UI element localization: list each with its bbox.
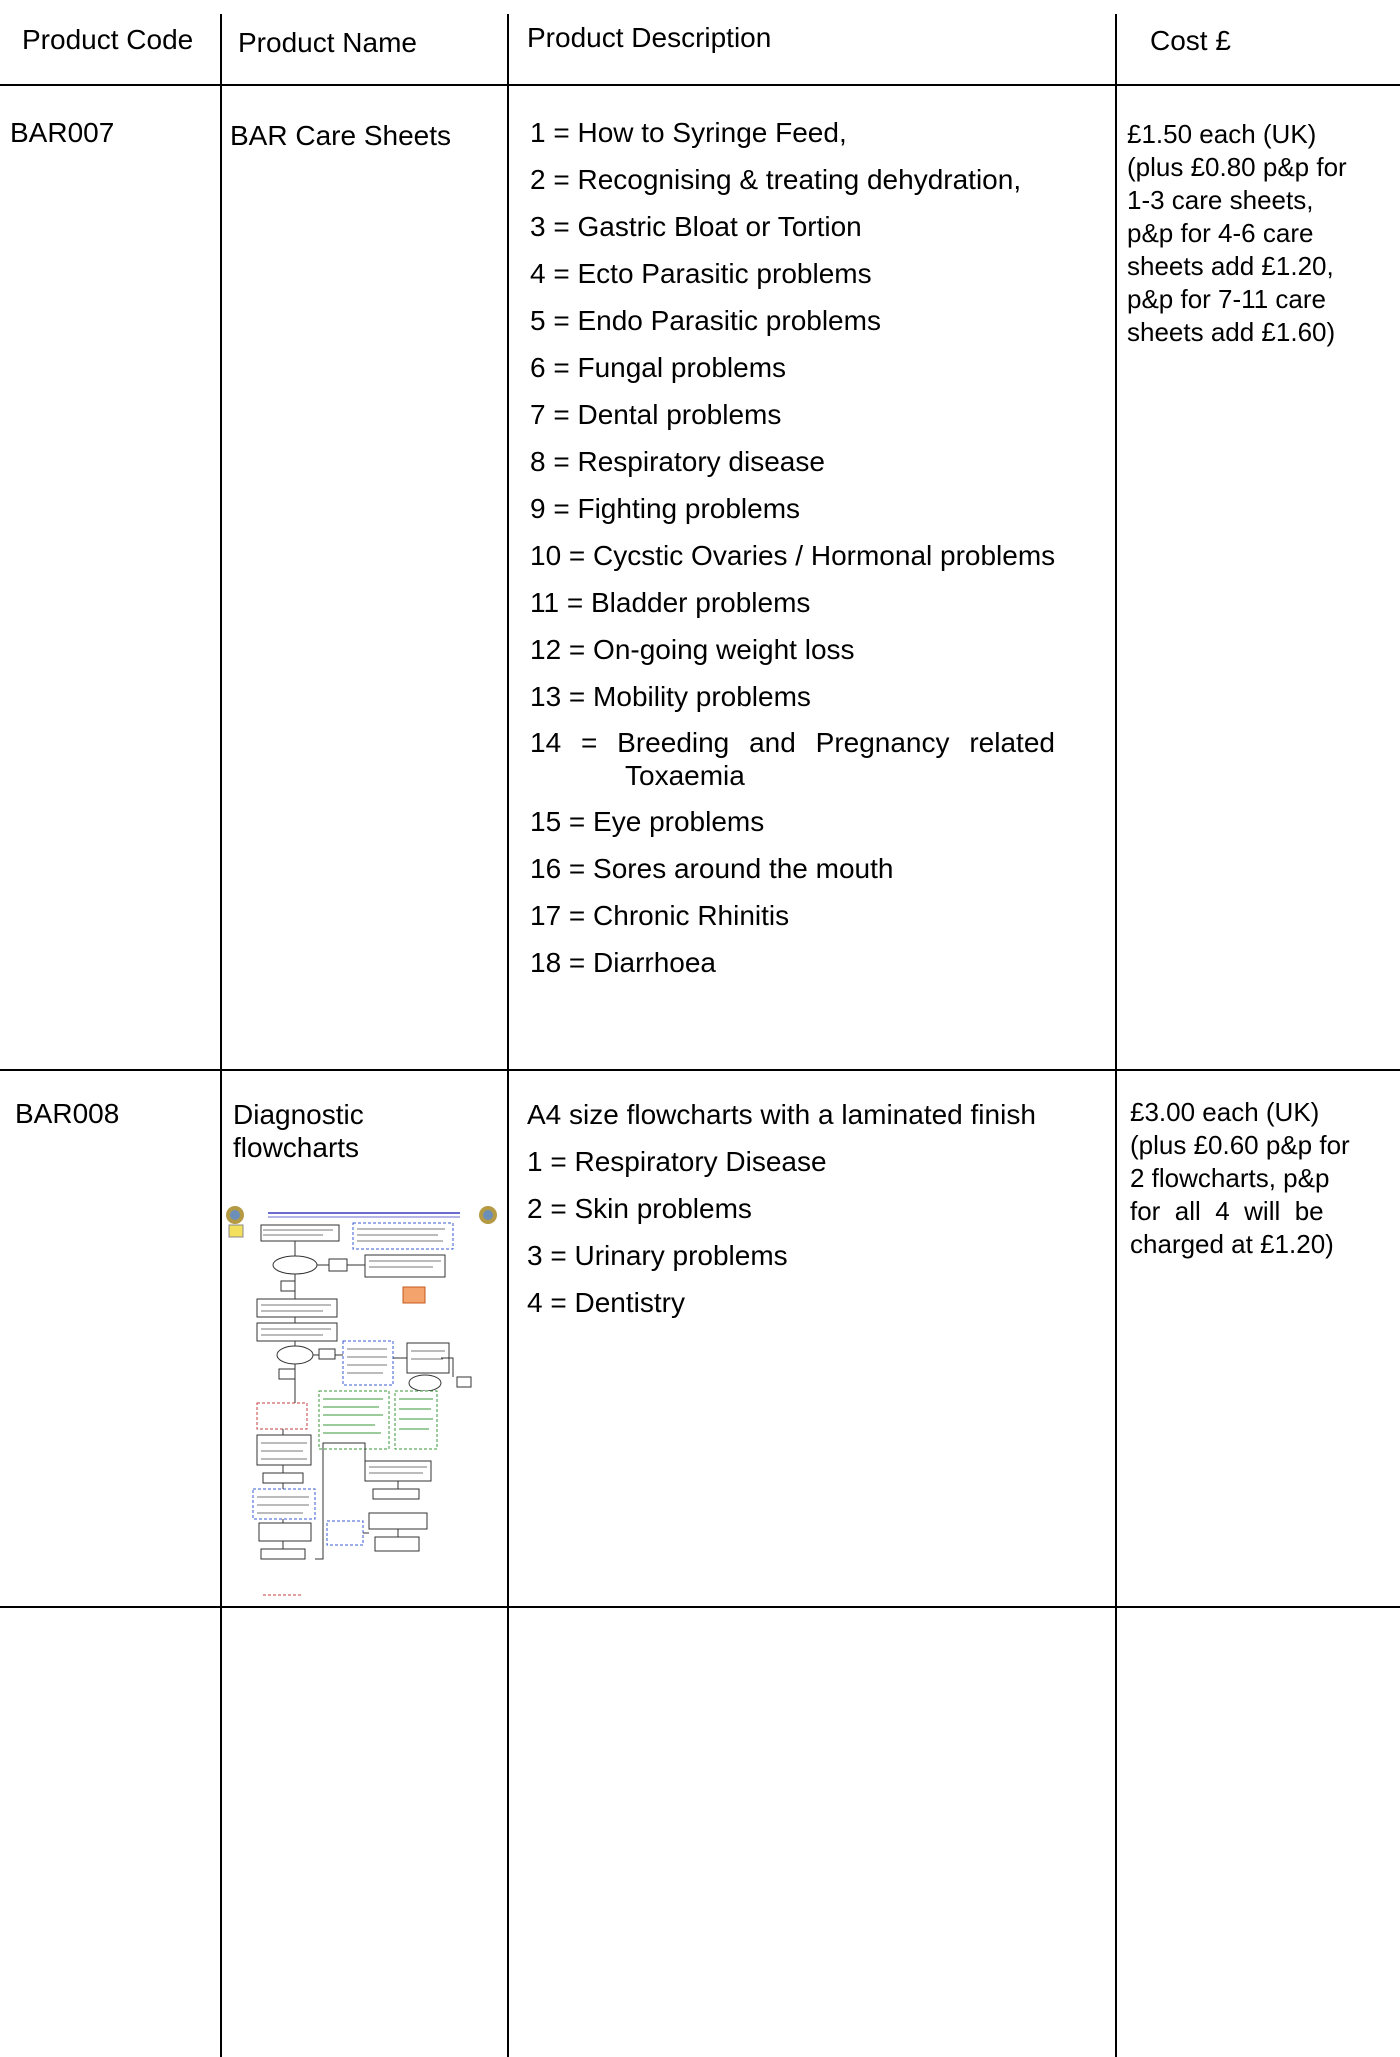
product-code: BAR008 <box>15 1098 120 1129</box>
column-divider-1 <box>220 14 222 2057</box>
care-sheet-item: 3 = Gastric Bloat or Tortion <box>530 211 862 242</box>
product-name: BAR Care Sheets <box>230 120 451 151</box>
care-sheet-item: 12 = On-going weight loss <box>530 634 855 665</box>
row-divider-2 <box>0 1606 1400 1608</box>
care-sheet-item: 18 = Diarrhoea <box>530 947 717 978</box>
care-sheet-item: 14 = Breeding and Pregnancy related Toxaemia <box>530 727 1055 791</box>
header-divider <box>0 84 1400 86</box>
product-code: BAR007 <box>10 117 115 148</box>
care-sheet-item: 4 = Ecto Parasitic problems <box>530 258 872 289</box>
care-sheet-item: 13 = Mobility problems <box>530 681 811 712</box>
care-sheet-item: 15 = Eye problems <box>530 806 765 837</box>
product-name: Diagnostic flowcharts <box>233 1099 364 1163</box>
care-sheet-item: 8 = Respiratory disease <box>530 446 825 477</box>
flowchart-item: 2 = Skin problems <box>527 1193 752 1224</box>
flowchart-intro: A4 size flowcharts with a laminated finish <box>527 1099 1036 1130</box>
flowchart-thumbnail <box>223 1203 505 1605</box>
care-sheet-item: 9 = Fighting problems <box>530 493 801 524</box>
care-sheet-item: 16 = Sores around the mouth <box>530 853 894 884</box>
care-sheet-item: 2 = Recognising & treating dehydration, <box>530 164 1022 195</box>
cost-details: £3.00 each (UK) (plus £0.60 p&p for 2 flowcharts, p&p for all 4 will be charged at £1.20) <box>1130 1097 1350 1259</box>
flowchart-item: 3 = Urinary problems <box>527 1240 788 1271</box>
emblem-icon <box>226 1206 244 1224</box>
column-divider-3 <box>1115 14 1117 2057</box>
care-sheet-item: 6 = Fungal problems <box>530 352 787 383</box>
care-sheet-item: 11 = Bladder problems <box>530 587 811 618</box>
care-sheet-item: 5 = Endo Parasitic problems <box>530 305 881 336</box>
flowchart-item: 1 = Respiratory Disease <box>527 1146 827 1177</box>
row-divider-1 <box>0 1069 1400 1071</box>
flowchart-item: 4 = Dentistry <box>527 1287 685 1318</box>
care-sheet-item: 7 = Dental problems <box>530 399 782 430</box>
column-divider-2 <box>507 14 509 2057</box>
care-sheet-item: 17 = Chronic Rhinitis <box>530 900 790 931</box>
header-product-description: Product Description <box>527 22 772 53</box>
header-product-code: Product Code <box>22 24 194 55</box>
emblem-icon <box>479 1206 497 1224</box>
care-sheet-item: 1 = How to Syringe Feed, <box>530 117 847 148</box>
cost-details: £1.50 each (UK) (plus £0.80 p&p for 1-3 care sheets, p&p for 4-6 care sheets add £1.20, p&p for 7-11 care sheets add £1.60) <box>1127 119 1347 347</box>
header-product-name: Product Name <box>238 27 417 58</box>
header-cost: Cost £ <box>1150 25 1231 56</box>
care-sheet-item: 10 = Cycstic Ovaries / Hormonal problems <box>530 540 1056 571</box>
